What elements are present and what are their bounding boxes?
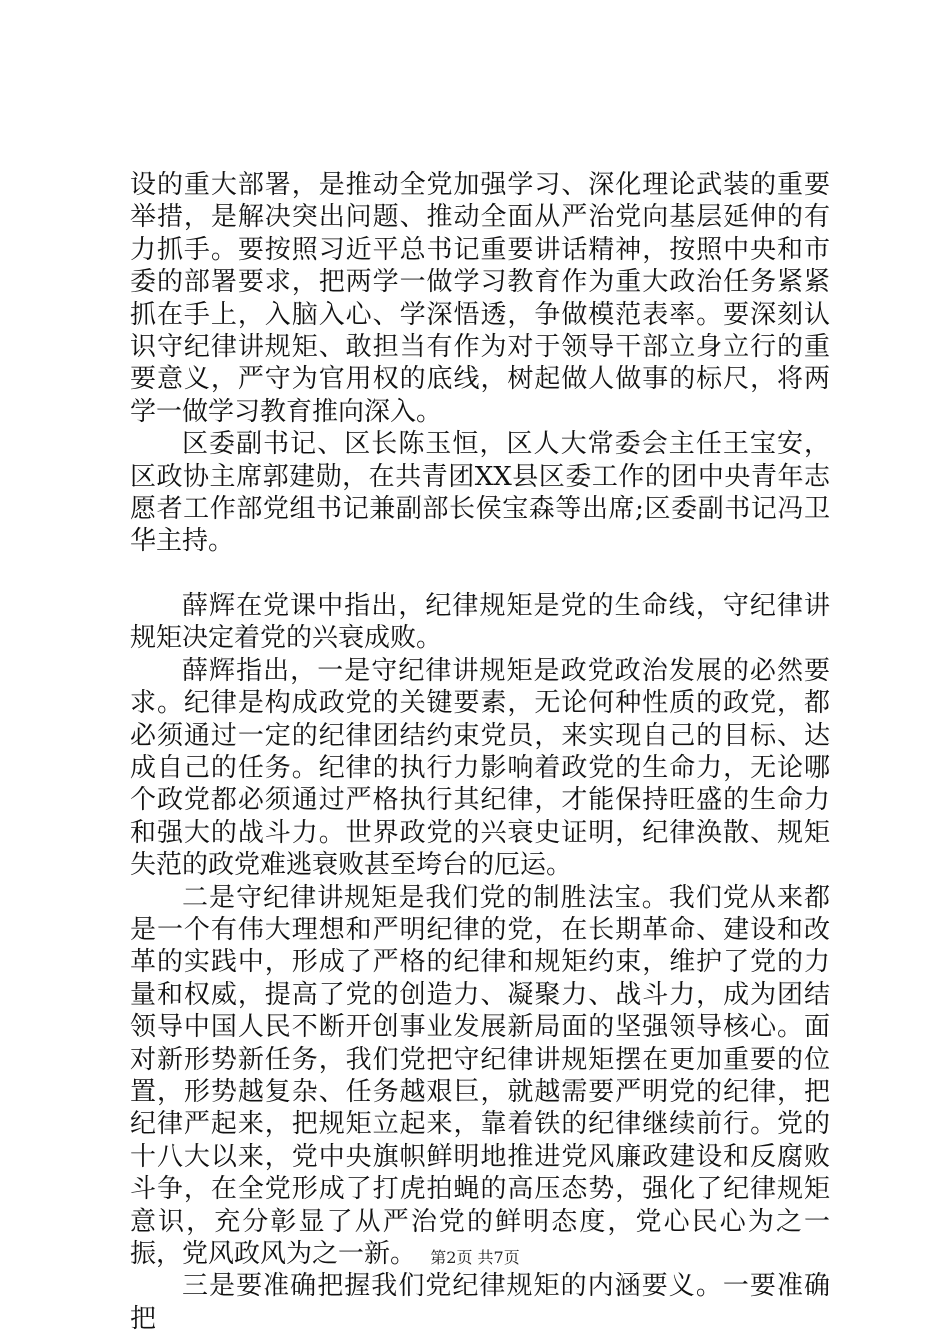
paragraph-lecture-intro: 薛辉在党课中指出，纪律规矩是党的生命线，守纪律讲规矩决定着党的兴衰成败。 (130, 590, 830, 654)
paragraph-attendees: 区委副书记、区长陈玉恒，区人大常委会主任王宝安，区政协主席郭建勋，在共青团XX县区委工作的团中央青年志愿者工作部党组书记兼副部长侯宝森等出席;区委副书记冯卫华主持。 (130, 429, 830, 557)
paragraph-point-three: 三是要准确把握我们党纪律规矩的内涵要义。一要准确把 (130, 1271, 830, 1334)
paragraph-continuation: 设的重大部署，是推动全党加强学习、深化理论武装的重要举措，是解决突出问题、推动全面从严治党向基层延伸的有力抓手。要按照习近平总书记重要讲话精神，按照中央和市委的部署要求，把两学一做学习教育作为重大政治任务紧紧抓在手上，入脑入心、学深悟透，争做模范表率。要深刻认识守纪律讲规矩、敢担当有作为对于领导干部立身立行的重要意义，严守为官用权的底线，树起做人做事的标尺，将两学一做学习教育推向深入。 (130, 170, 830, 427)
page-footer: 第2页 共7页 (430, 1248, 520, 1267)
document-body (130, 169, 830, 1335)
paragraph-point-two: 二是守纪律讲规矩是我们党的制胜法宝。我们党从来都是一个有伟大理想和严明纪律的党，在长期革命、建设和改革的实践中，形成了严格的纪律和规矩约束，维护了党的力量和权威，提高了党的创造力、凝聚力、战斗力，成为团结领导中国人民不断开创事业发展新局面的坚强领导核心。面对新形势新任务，我们党把守纪律讲规矩摆在更加重要的位置，形势越复杂、任务越艰巨，就越需要严明党的纪律，把纪律严起来，把规矩立起来，靠着铁的纪律继续前行。党的十八大以来，党中央旗帜鲜明地推进党风廉政建设和反腐败斗争，在全党形成了打虎拍蝇的高压态势，强化了纪律规矩意识，充分彰显了从严治党的鲜明态度，党心民心为之一振，党风政风为之一新。 (130, 882, 830, 1269)
paragraph-point-one: 薛辉指出，一是守纪律讲规矩是政党政治发展的必然要求。纪律是构成政党的关键要素，无论何种性质的政党，都必须通过一定的纪律团结约束党员，来实现自己的目标、达成自己的任务。纪律的执行力影响着政党的生命力，无论哪个政党都必须通过严格执行其纪律，才能保持旺盛的生命力和强大的战斗力。世界政党的兴衰史证明，纪律涣散、规矩失范的政党难逃衰败甚至垮台的厄运。 (130, 655, 830, 881)
